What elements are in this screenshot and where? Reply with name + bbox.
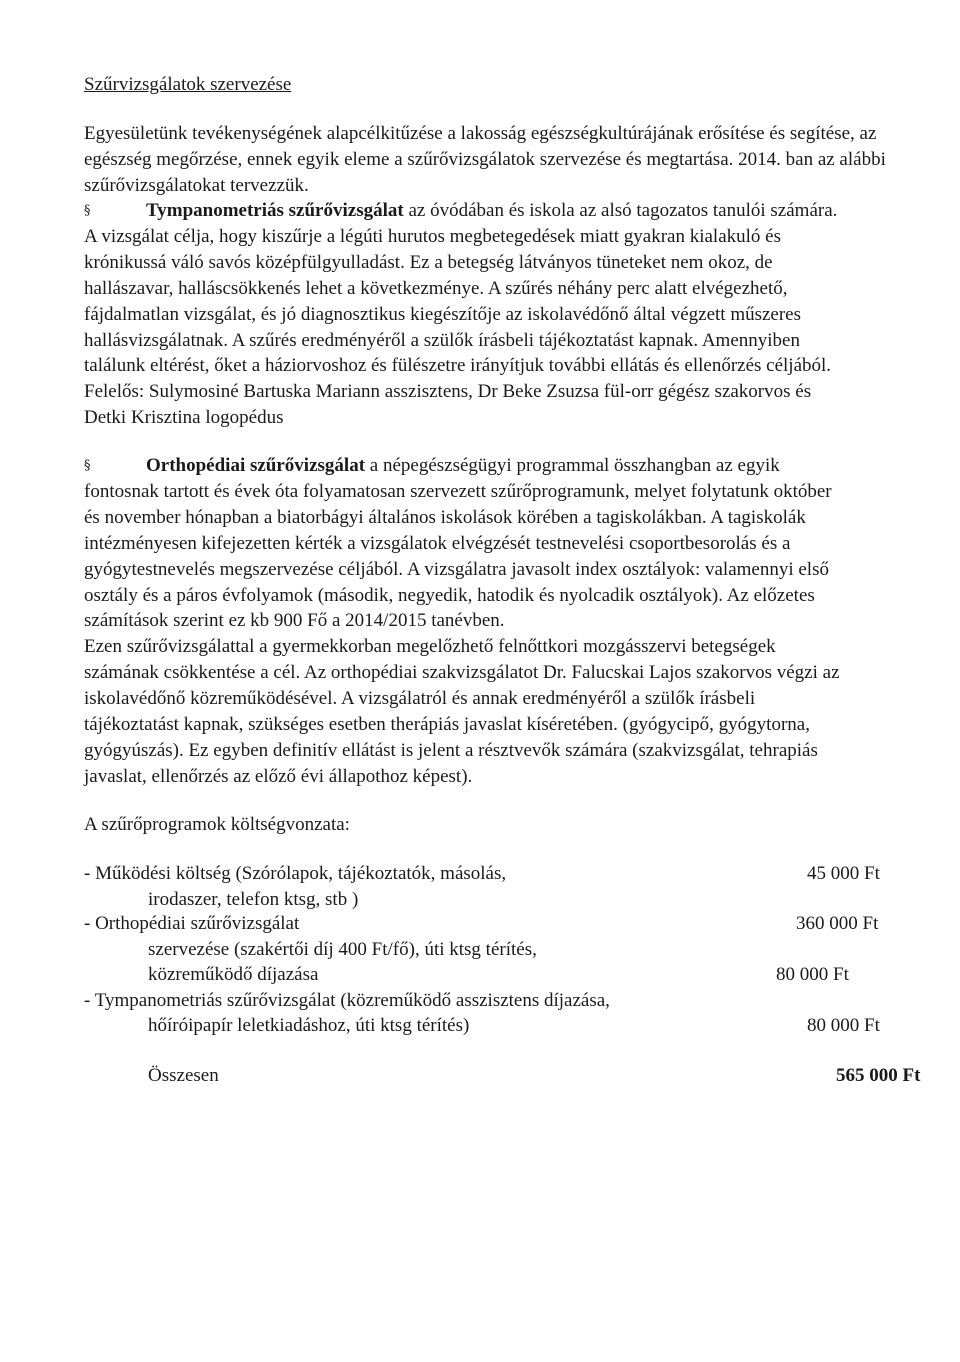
- section-heading: Orthopédiai szűrővizsgálat: [146, 455, 366, 476]
- total-label: Összesen: [148, 1065, 219, 1086]
- page-title: Szűrvizsgálatok szervezése: [84, 74, 292, 95]
- section-line: intézményesen kifejezetten kérték a vizsgálatok elvégzését testnevelési csoportbesorolás és a: [84, 532, 791, 554]
- section-line: osztály és a páros évfolyamok (második, negyedik, hatodik és nyolcadik osztályok). Az előzetes: [84, 584, 815, 606]
- section-line: számítások szerint ez kb 900 Fő a 2014/2015 tanévben.: [84, 610, 505, 632]
- section-line: hallásvizsgálatnak. A szűrés eredményéről a szülők írásbeli tájékoztatást kapnak. Amennyiben: [84, 329, 800, 351]
- cost-row: [84, 990, 954, 1016]
- bullet-icon: §: [84, 458, 91, 473]
- section-line: krónikussá váló savós középfülgyulladást. Ez a betegség látványos tüneteket nem okoz, de: [84, 251, 773, 273]
- section-line: fontosnak tartott és évek óta folyamatosan szervezett szűrőprogramunk, melyet folytatunk október: [84, 480, 832, 502]
- section-line: A vizsgálat célja, hogy kiszűrje a légúti hurutos megbetegedések miatt gyakran kialakuló és: [84, 225, 781, 247]
- cost-row: [84, 1015, 954, 1041]
- section-line: számának csökkentése a cél. Az orthopédiai szakvizsgálatot Dr. Falucskai Lajos szakorvos végzi az: [84, 662, 840, 684]
- cost-text: - Tympanometriás szűrővizsgálat (közreműködő asszisztens díjazása,: [84, 990, 610, 1011]
- cost-amount: 80 000 Ft: [776, 964, 849, 985]
- cost-text: - Működési költség (Szórólapok, tájékoztatók, másolás,: [84, 863, 507, 884]
- cost-text: - Orthopédiai szűrővizsgálat: [84, 913, 300, 934]
- section-line: iskolavédőnő közreműködésével. A vizsgálatról és annak eredményéről a szülők írásbeli: [84, 688, 756, 710]
- section-line: Detki Krisztina logopédus: [84, 407, 284, 429]
- cost-text: hőíróipapír leletkiadáshoz, úti ktsg térítés): [148, 1015, 470, 1036]
- section-line: fájdalmatlan vizsgálat, és jó diagnosztikus kiegészítője az iskolavédőnő által végzett műszeres: [84, 303, 802, 325]
- intro-paragraph: Egyesületünk tevékenységének alapcélkitűzése a lakosság egészségkultúrájának erősítése és segítése, az egészség megőrzése, ennek egyik eleme a szűrővizsgálatok szervezése és megtartása. 2014. ban az alábbi szűrővizsgálatokat tervezzük.: [84, 123, 886, 197]
- cost-row: [84, 913, 954, 939]
- section-line: § Tympanometriás szűrővizsgálat az óvódában és iskola az alsó tagozatos tanulói számára.: [84, 198, 954, 224]
- section-orthopedic: [84, 453, 954, 790]
- section-line: Ezen szűrővizsgálattal a gyermekkorban megelőzhető felnőttkori mozgásszervi betegségek: [84, 636, 776, 658]
- section-line: Felelős: Sulymosiné Bartuska Mariann asszisztens, Dr Beke Zsuzsa fül-orr gégész szakorvos és: [84, 381, 812, 403]
- cost-amount: 360 000 Ft: [796, 913, 879, 934]
- section-line: gyógyúszás). Ez egyben definitív ellátást is jelent a résztvevők számára (szakvizsgálat, tehrapiás: [84, 739, 818, 761]
- cost-text: szervezése (szakértői díj 400 Ft/fő), úti ktsg térítés,: [148, 939, 537, 960]
- cost-text: közreműködő díjazása: [148, 964, 319, 985]
- section-line: és november hónapban a biatorbágyi általános iskolások körében a tagiskolákban. A tagiskolák: [84, 506, 806, 528]
- cost-row: [84, 863, 954, 889]
- total-amount: 565 000 Ft: [836, 1065, 921, 1086]
- cost-row: [84, 964, 954, 990]
- cost-row: [84, 889, 954, 915]
- cost-amount: 45 000 Ft: [807, 863, 880, 884]
- section-line: hallászavar, halláscsökkenés lehet a következménye. A szűrés néhány perc alatt elvégezhető,: [84, 277, 788, 299]
- cost-text: irodaszer, telefon ktsg, stb ): [148, 889, 359, 910]
- cost-amount: 80 000 Ft: [807, 1015, 880, 1036]
- section-line: találunk eltérést, őket a háziorvoshoz és fülészetre irányítjuk további ellátás és ellenőrzés céljából.: [84, 355, 832, 377]
- section-tympanometry: [84, 198, 954, 431]
- section-heading: Tympanometriás szűrővizsgálat: [146, 200, 404, 221]
- costs-title: A szűrőprogramok költségvonzata:: [84, 814, 350, 835]
- section-line: javaslat, ellenőrzés az előző évi állapothoz képest).: [84, 765, 473, 787]
- section-line: tájékoztatást kapnak, szükséges esetben therápiás javaslat kíséretében. (gyógycipő, gyógytorna,: [84, 714, 810, 736]
- section-line: § Orthopédiai szűrővizsgálat a népegészségügyi programmal összhangban az egyik: [84, 453, 954, 479]
- cost-row: [84, 939, 954, 965]
- section-line: gyógytestnevelés megszervezése céljából. A vizsgálatra javasolt index osztályok: valamennyi első: [84, 558, 829, 580]
- bullet-icon: §: [84, 203, 91, 218]
